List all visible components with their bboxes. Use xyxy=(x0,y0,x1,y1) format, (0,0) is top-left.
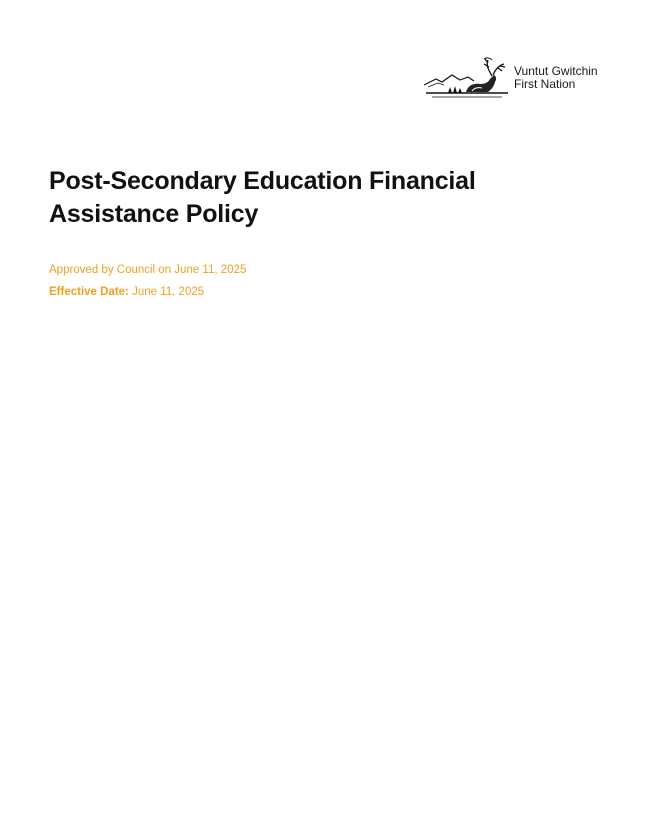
effective-date-value: June 11, 2025 xyxy=(132,286,205,298)
logo-line-2: First Nation xyxy=(514,77,576,91)
document-title: Post-Secondary Education Financial Assistance Policy xyxy=(49,167,476,228)
effective-date-line xyxy=(49,286,204,298)
logo-line-1: Vuntut Gwitchin xyxy=(514,64,598,78)
effective-date-label: Effective Date: xyxy=(49,286,129,298)
approval-line: Approved by Council on June 11, 2025 xyxy=(49,264,247,276)
vgfn-logo xyxy=(422,55,612,101)
caribou-logo-icon xyxy=(422,55,512,101)
logo-text xyxy=(514,65,598,91)
